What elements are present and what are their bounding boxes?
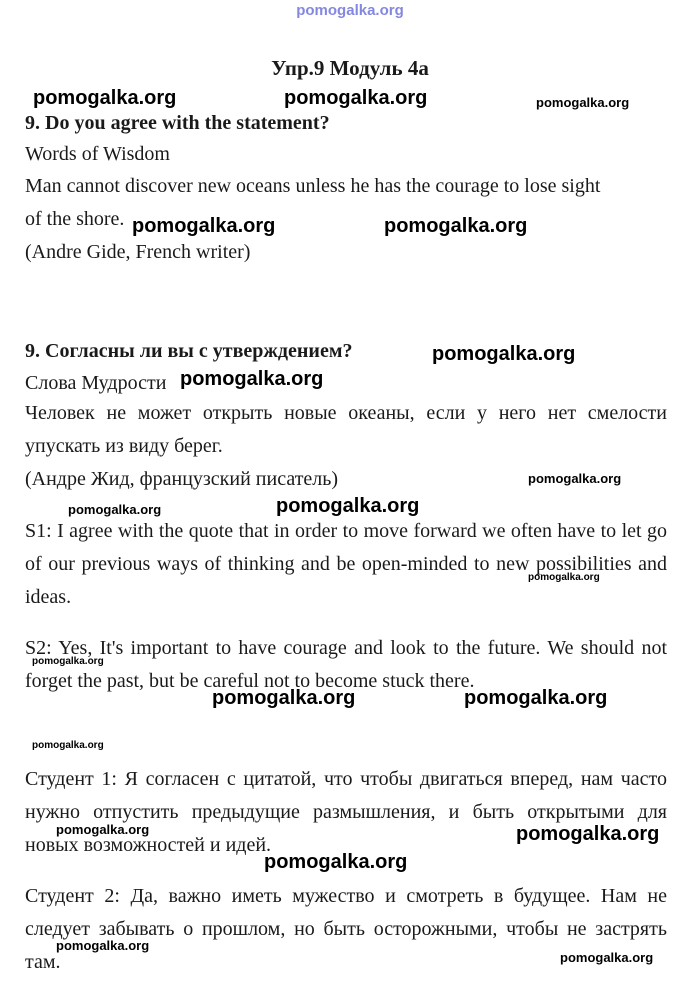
- russian-subtitle: Слова Мудрости: [25, 372, 167, 394]
- page-title: Упр.9 Модуль 4а: [271, 56, 429, 80]
- watermark: pomogalka.org: [56, 822, 150, 837]
- english-author: (Andre Gide, French writer): [25, 241, 251, 263]
- watermark: pomogalka.org: [33, 87, 177, 109]
- english-quote-line1: Man cannot discover new oceans unless he has the courage to lose sight: [25, 175, 601, 197]
- watermark: pomogalka.org: [536, 95, 630, 110]
- russian-heading: 9. Согласны ли вы с утверждением?: [25, 340, 353, 362]
- watermark: pomogalka.org: [284, 87, 428, 109]
- watermark: pomogalka.org: [560, 950, 654, 965]
- watermark: pomogalka.org: [32, 740, 104, 751]
- top-watermark: pomogalka.org: [296, 2, 404, 19]
- watermark: pomogalka.org: [516, 823, 660, 845]
- answer-s1: S1: I agree with the quote that in order to move forward we often have to let go of our previous ways of thinking and be open-minded to new possibilities and ideas.: [25, 520, 667, 608]
- watermark: pomogalka.org: [180, 368, 324, 390]
- watermark: pomogalka.org: [32, 656, 104, 667]
- watermark: pomogalka.org: [528, 471, 622, 486]
- watermark: pomogalka.org: [56, 938, 150, 953]
- russian-author: (Андре Жид, французский писатель): [25, 468, 339, 490]
- watermark: pomogalka.org: [464, 687, 608, 709]
- english-quote-line2: of the shore.: [25, 208, 125, 230]
- watermark: pomogalka.org: [264, 851, 408, 873]
- watermark: pomogalka.org: [212, 687, 356, 709]
- watermark: pomogalka.org: [132, 215, 276, 237]
- english-subtitle: Words of Wisdom: [25, 143, 170, 165]
- russian-quote: Человек не может открыть новые океаны, если у него нет смелости упускать из виду берег.: [25, 402, 667, 457]
- watermark: pomogalka.org: [276, 495, 420, 517]
- watermark: pomogalka.org: [384, 215, 528, 237]
- english-heading: 9. Do you agree with the statement?: [25, 112, 330, 134]
- watermark: pomogalka.org: [68, 502, 162, 517]
- answer-s2: S2: Yes, It's important to have courage and look to the future. We should not forget the past, but be careful not to become stuck there.: [25, 637, 667, 692]
- watermark: pomogalka.org: [528, 572, 600, 583]
- watermark: pomogalka.org: [432, 343, 576, 365]
- answer-student2: Студент 2: Да, важно иметь мужество и смотреть в будущее. Нам не следует забывать о прошлом, но быть осторожными, чтобы не застрять там.: [25, 885, 667, 973]
- answer-student1: Студент 1: Я согласен с цитатой, что чтобы двигаться вперед, нам часто нужно отпустить предыдущие размышления, и быть открытыми для новых возможностей и идей.: [25, 768, 667, 856]
